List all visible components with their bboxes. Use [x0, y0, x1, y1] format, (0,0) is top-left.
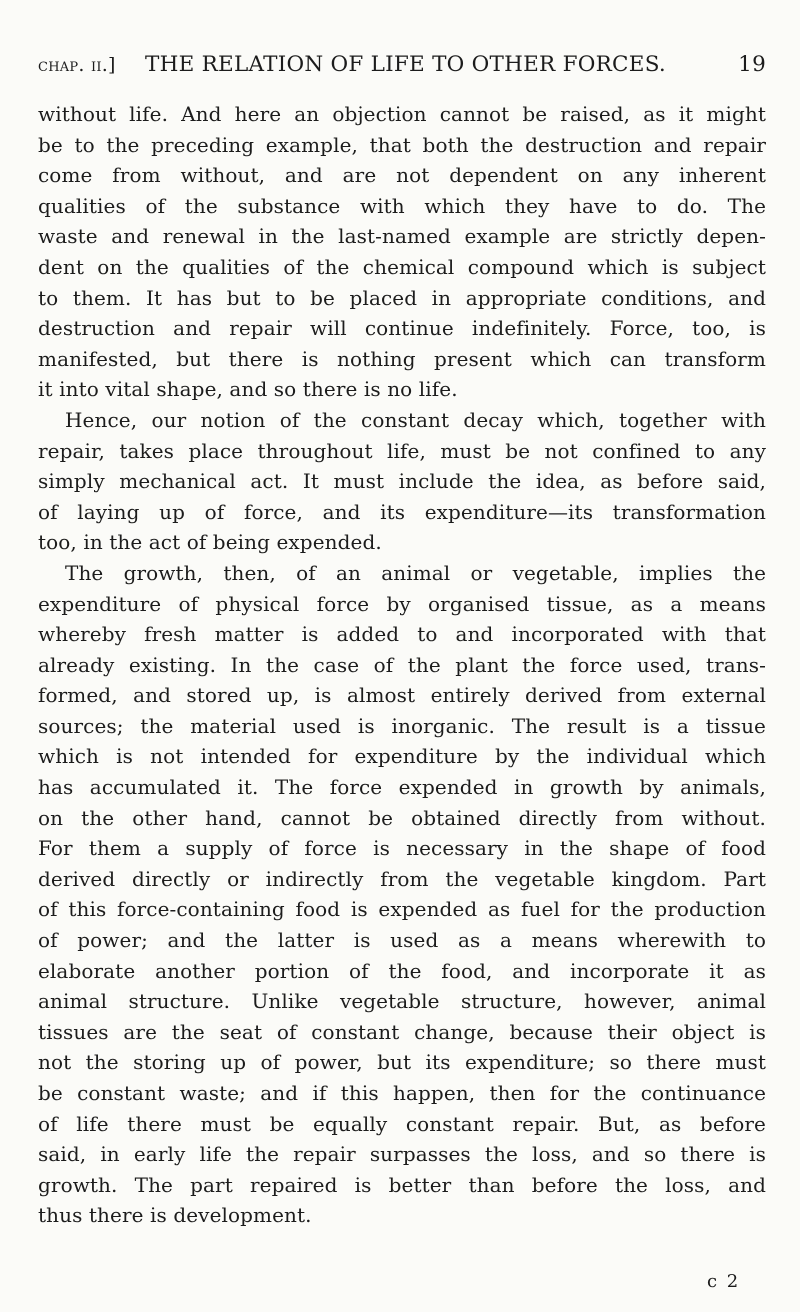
text-line: it into vital shape, and so there is no life. — [38, 377, 458, 402]
text-line: of laying up of force, and its expenditure—its transformation — [38, 499, 766, 524]
text-line: come from without, and are not dependent on any inherent — [38, 163, 766, 188]
chapter-reference: chap. ii.] — [38, 54, 116, 76]
text-line: without life. And here an objection cannot be raised, as it might — [38, 102, 766, 126]
body-text — [38, 99, 766, 1231]
text-line: For them a supply of force is necessary in the shape of food — [38, 836, 766, 861]
text-line: of power; and the latter is used as a means wherewith to — [38, 928, 766, 953]
text-line: elaborate another portion of the food, and incorporate it as — [38, 958, 766, 983]
text-line: animal structure. Unlike vegetable structure, however, animal — [38, 989, 766, 1014]
text-line: derived directly or indirectly from the vegetable kingdom. Part — [38, 866, 766, 891]
text-line: of life there must be equally constant repair. But, as before — [38, 1111, 766, 1136]
text-line: too, in the act of being expended. — [38, 530, 382, 555]
text-line: to them. It has but to be placed in appropriate conditions, and — [38, 285, 766, 310]
text-line: manifested, but there is nothing present which can transform — [38, 346, 766, 371]
running-head — [38, 50, 766, 80]
text-line: sources; the material used is inorganic. The result is a tissue — [38, 713, 766, 738]
text-line: simply mechanical act. It must include the idea, as before said, — [38, 469, 766, 494]
text-line: thus there is development. — [38, 1203, 312, 1228]
text-line: tissues are the seat of constant change, because their object is — [38, 1019, 766, 1044]
text-line: qualities of the substance with which they have to do. The — [38, 193, 766, 218]
text-line: dent on the qualities of the chemical compound which is subject — [38, 254, 766, 279]
paragraph — [38, 405, 766, 558]
text-line: formed, and stored up, is almost entirely derived from external — [38, 683, 766, 708]
text-line: Hence, our notion of the constant decay which, together with — [65, 407, 766, 432]
text-line: already existing. In the case of the plant the force used, trans- — [38, 652, 766, 677]
text-line: repair, takes place throughout life, must be not confined to any — [38, 438, 766, 463]
text-line: growth. The part repaired is better than before the loss, and — [38, 1172, 766, 1197]
text-line: has accumulated it. The force expended in growth by animals, — [38, 775, 766, 800]
text-line: be to the preceding example, that both the destruction and repair — [38, 132, 766, 157]
text-line: The growth, then, of an animal or vegetable, implies the — [65, 560, 766, 585]
text-line: on the other hand, cannot be obtained directly from without. — [38, 805, 766, 830]
text-line: destruction and repair will continue indefinitely. Force, too, is — [38, 316, 766, 341]
text-line: be constant waste; and if this happen, then for the continuance — [38, 1081, 766, 1105]
paragraph — [38, 558, 766, 1231]
text-line: said, in early life the repair surpasses the loss, and so there is — [38, 1142, 766, 1167]
page-number: 19 — [738, 52, 766, 77]
text-line: waste and renewal in the last-named example are strictly depen- — [38, 224, 766, 249]
text-line: expenditure of physical force by organised tissue, as a means — [38, 591, 766, 616]
text-line: not the storing up of power, but its expenditure; so there must — [38, 1050, 766, 1075]
running-title: THE RELATION OF LIFE TO OTHER FORCES. — [145, 52, 666, 77]
text-line: of this force-containing food is expended as fuel for the production — [38, 897, 766, 922]
signature-mark: c 2 — [707, 1271, 741, 1292]
text-line: whereby fresh matter is added to and incorporated with that — [38, 622, 766, 647]
text-line: which is not intended for expenditure by the individual which — [38, 744, 766, 769]
paragraph — [38, 99, 766, 405]
